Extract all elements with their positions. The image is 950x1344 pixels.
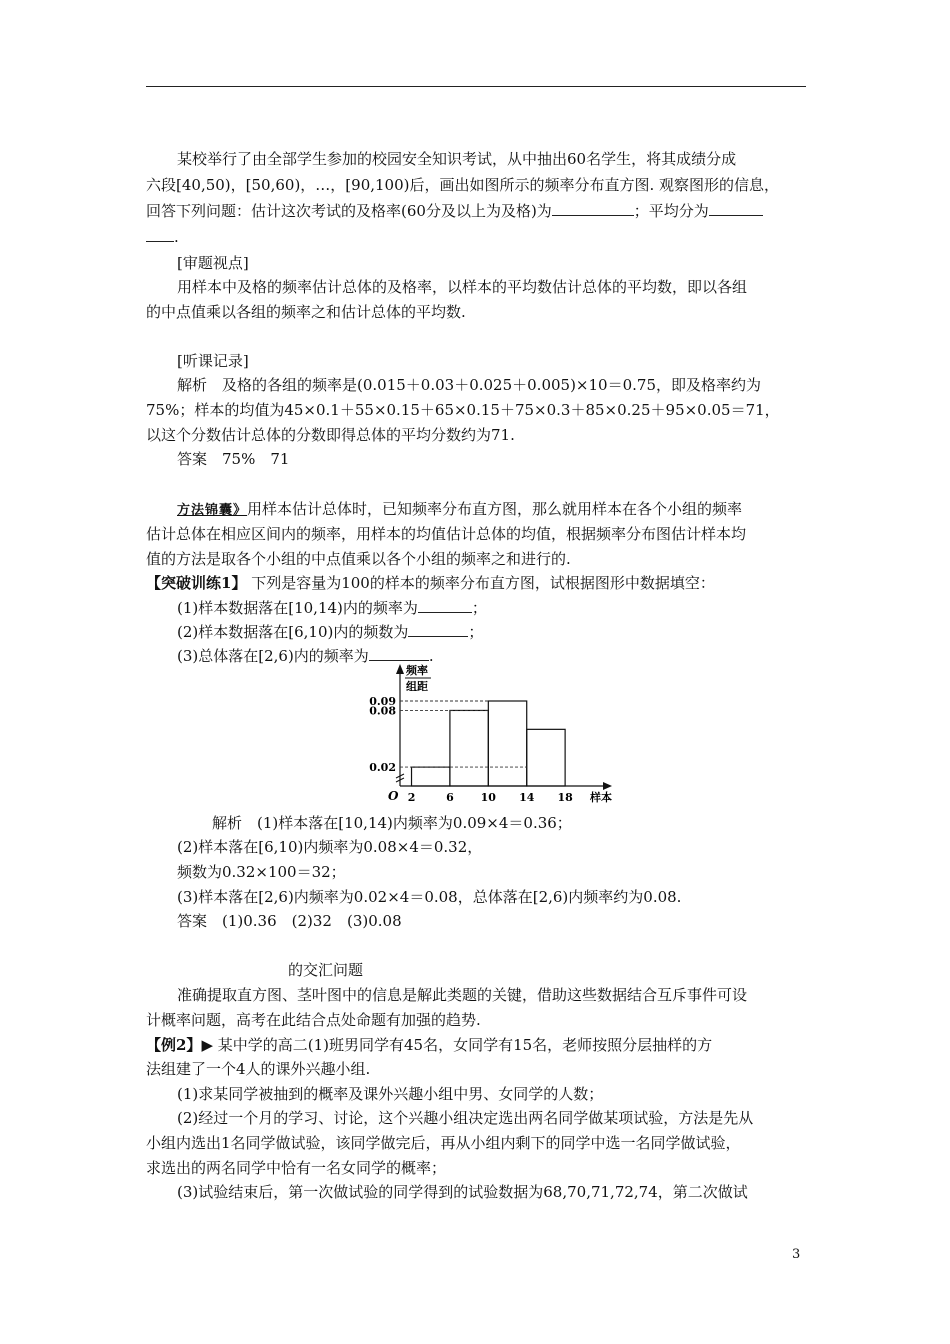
jiaohui-title: 的交汇问题 [288, 961, 364, 979]
answer-blank-q2 [408, 622, 468, 637]
li2-arrow: ▶ [201, 1036, 213, 1054]
question-1 [177, 597, 806, 619]
tupo-text: 下列是容量为100的样本的频率分布直方图，试根据图形中数据填空： [246, 574, 715, 592]
tingke-line-2: 75%；样本的均值为45×0.1＋55×0.15＋65×0.15＋75×0.3＋85×0.25＋95×0.05＝71， [146, 401, 780, 419]
li2-line-1 [146, 1034, 806, 1056]
y-axis-label-top: 频率 [406, 664, 428, 677]
tingke-label: [听课记录] [177, 352, 249, 370]
li2-line-7: (3)试验结束后，第一次做试验的同学得到的试验数据为68,70,71,72,74，第二次做试 [177, 1183, 748, 1201]
li2-line-5: 小组内选出1名同学做试验，该同学做完后，再从小组内剩下的同学中选一名同学做试验， [146, 1134, 741, 1152]
problem-line-2: 六段[40,50)，[50,60)，…，[90,100)后，画出如图所示的频率分布直方图. 观察图形的信息， [146, 176, 780, 194]
x-tick-label: 14 [519, 791, 535, 804]
answer-2: 答案 (1)0.36 (2)32 (3)0.08 [177, 912, 402, 930]
shenti-line-1: 用样本中及格的频率估计总体的及格率，以样本的平均数估计总体的平均数，即以各组 [177, 278, 748, 296]
question-punct: . [428, 647, 434, 665]
y-tick-label: 0.09 [369, 695, 396, 708]
question-text: (3)总体落在[2,6)内的频率为 [177, 647, 369, 665]
x-tick-label: 10 [480, 791, 496, 804]
problem-line-1: 某校举行了由全部学生参加的校园安全知识考试，从中抽出60名学生，将其成绩分成 [177, 150, 737, 168]
problem-line-3 [146, 200, 806, 222]
fangfa-text: 用样本估计总体时，已知频率分布直方图，那么就用样本在各个小组的频率 [247, 500, 743, 518]
answer-blank-q1 [418, 598, 472, 613]
li2-line-3: (1)求某同学被抽到的概率及课外兴趣小组中男、女同学的人数； [177, 1085, 604, 1103]
header-rule [146, 86, 806, 87]
shenti-line-2: 的中点值乘以各组的频率之和估计总体的平均数. [146, 303, 466, 321]
y-axis-label-bottom: 组距 [406, 680, 428, 693]
li2-line-4: (2)经过一个月的学习、讨论，这个兴趣小组决定选出两名同学做某项试验，方法是先从 [177, 1109, 754, 1127]
question-punct: ； [468, 623, 484, 641]
shenti-label: [审题视点] [177, 254, 249, 272]
tupo-title: 【突破训练1】 [146, 574, 247, 592]
jiexi2-line-4: (3)样本落在[2,6)内频率为0.02×4＝0.08，总体落在[2,6)内频率约为0.08. [177, 888, 682, 906]
fangfa-badge: 方法锦囊》 [177, 503, 248, 518]
tupo-line [146, 572, 806, 594]
fangfa-line-1 [177, 498, 806, 522]
answer-blank-q3 [369, 646, 429, 661]
origin-label: O [388, 789, 399, 803]
li2-line-6: 求选出的两名同学中恰有一名女同学的概率； [146, 1159, 447, 1177]
question-text: (2)样本数据落在[6,10)内的频数为 [177, 623, 409, 641]
x-tick-label: 18 [557, 791, 573, 804]
histogram-chart [360, 660, 620, 812]
jiaohui-line-1: 准确提取直方图、茎叶图中的信息是解此类题的关键，借助这些数据结合互斥事件可设 [177, 986, 748, 1004]
li2-text: 某中学的高二(1)班男同学有45名，女同学有15名，老师按照分层抽样的方 [212, 1036, 713, 1054]
fangfa-line-2: 估计总体在相应区间内的频率，用样本的均值估计总体的均值，根据频率分布图估计样本均 [146, 525, 747, 543]
answer-blank-average [709, 201, 763, 216]
question-2 [177, 621, 806, 643]
question-punct: ； [471, 599, 487, 617]
answer-1: 答案 75% 71 [177, 450, 290, 468]
problem-text: . [174, 228, 179, 246]
problem-line-4 [146, 226, 806, 248]
x-axis-label: 样本 [590, 791, 612, 804]
problem-text: ；平均分为 [633, 202, 709, 220]
tingke-line-3: 以这个分数估计总体的分数即得总体的平均分数约为71. [146, 426, 515, 444]
jiaohui-line-2: 计概率问题，高考在此结合点处命题有加强的趋势. [146, 1011, 481, 1029]
answer-blank-average-cont [146, 227, 174, 242]
histogram-bar [412, 767, 450, 786]
li2-line-2: 法组建了一个4人的课外兴趣小组. [146, 1060, 371, 1078]
jiexi2-line-1: 解析 (1)样本落在[10,14)内频率为0.09×4＝0.36； [212, 814, 572, 832]
histogram-bar [450, 710, 488, 786]
jiexi2-line-2: (2)样本落在[6,10)内频率为0.08×4＝0.32， [177, 838, 483, 856]
y-axis-arrow [396, 664, 404, 674]
x-tick-label: 6 [446, 791, 454, 804]
tingke-line-1: 解析 及格的各组的频率是(0.015＋0.03＋0.025＋0.005)×10＝0.75，即及格率约为 [177, 376, 761, 394]
histogram-bar [527, 729, 565, 786]
question-text: (1)样本数据落在[10,14)内的频率为 [177, 599, 418, 617]
problem-text: 回答下列问题：估计这次考试的及格率(60分及以上为及格)为 [146, 202, 552, 220]
answer-blank-pass-rate [552, 201, 634, 216]
li2-title: 【例2】 [146, 1036, 202, 1054]
y-tick-label: 0.08 [369, 704, 396, 718]
x-axis-arrow [603, 782, 612, 790]
x-tick-label: 2 [407, 791, 416, 804]
fangfa-line-3: 值的方法是取各个小组的中点值乘以各个小组的频率之和进行的. [146, 550, 571, 568]
jiexi2-line-3: 频数为0.32×100＝32； [177, 863, 346, 881]
y-tick-label: 0.02 [369, 761, 396, 775]
histogram-bar [488, 701, 526, 786]
page-number: 3 [792, 1247, 801, 1262]
